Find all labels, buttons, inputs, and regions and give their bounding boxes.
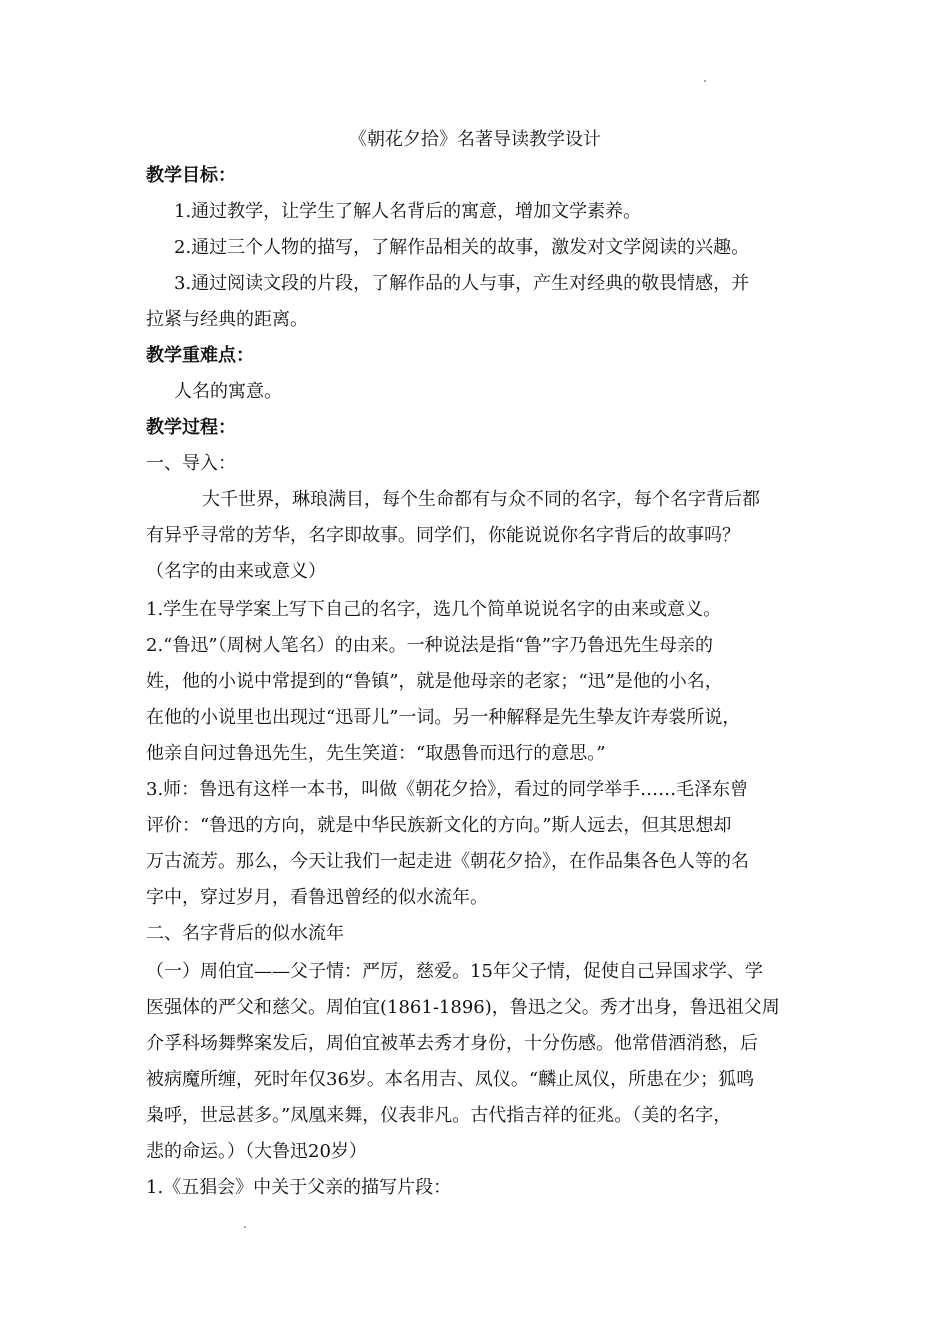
key-points-heading: 教学重难点： bbox=[146, 345, 254, 366]
step-3-line-4: 字中，穿过岁月，看鲁迅曾经的似水流年。 bbox=[146, 887, 488, 908]
goal-item-1: 1.通过教学，让学生了解人名背后的寓意，增加文学素养。 bbox=[174, 201, 642, 222]
part-1-heading: 一、导入： bbox=[146, 453, 236, 474]
sub-1-line-4: 被病魔所缠，死时年仅36岁。本名用吉、凤仪。“麟止凤仪，所患在少；狐鸣 bbox=[146, 1069, 755, 1090]
process-heading: 教学过程： bbox=[146, 417, 236, 438]
sub-1-line-6: 悲的命运。）（大鲁迅20岁） bbox=[146, 1141, 367, 1162]
part-2-heading: 二、名字背后的似水流年 bbox=[146, 923, 344, 944]
page-speck bbox=[244, 1226, 246, 1228]
step-3-line-1: 3.师：鲁迅有这样一本书，叫做《朝花夕拾》，看过的同学举手……毛泽东曾 bbox=[146, 779, 749, 800]
goal-item-3-line-2: 拉紧与经典的距离。 bbox=[146, 309, 308, 330]
step-2-line-1: 2.“鲁迅”（周树人笔名）的由来。一种说法是指“鲁”字乃鲁迅先生母亲的 bbox=[146, 635, 713, 656]
step-3-line-2: 评价：“鲁迅的方向，就是中华民族新文化的方向。”斯人远去，但其思想却 bbox=[146, 815, 732, 836]
step-1: 1.学生在导学案上写下自己的名字，选几个简单说说名字的由来或意义。 bbox=[146, 599, 722, 620]
document-title: 《朝花夕拾》名著导读教学设计 bbox=[349, 129, 601, 150]
sub-1-item-1: 1.《五猖会》中关于父亲的描写片段： bbox=[146, 1177, 452, 1198]
sub-1-line-3: 介孚科场舞弊案发后，周伯宜被革去秀才身份，十分伤感。他常借酒消愁，后 bbox=[146, 1033, 758, 1054]
intro-paragraph-line-1: 大千世界，琳琅满目，每个生命都有与众不同的名字，每个名字背后都 bbox=[202, 489, 760, 510]
step-2-line-3: 在他的小说里也出现过“迅哥儿”一词。另一种解释是先生挚友许寿裳所说， bbox=[146, 707, 741, 728]
intro-paragraph-line-2: 有异乎寻常的芳华，名字即故事。同学们，你能说说你名字背后的故事吗？ bbox=[146, 525, 740, 546]
step-3-line-3: 万古流芳。那么，今天让我们一起走进《朝花夕拾》，在作品集各色人等的名 bbox=[146, 851, 749, 872]
key-points-text: 人名的寓意。 bbox=[174, 381, 282, 402]
sub-1-line-2: 医强体的严父和慈父。周伯宜(1861-1896)，鲁迅之父。秀才出身，鲁迅祖父周 bbox=[146, 997, 780, 1018]
page-speck bbox=[704, 80, 706, 82]
intro-paragraph-line-3: （名字的由来或意义） bbox=[146, 561, 326, 582]
sub-1-line-5: 枭呼，世忌甚多。”凤凰来舞，仪表非凡。古代指吉祥的征兆。（美的名字， bbox=[146, 1105, 732, 1126]
step-2-line-4: 他亲自问过鲁迅先生，先生笑道：“取愚鲁而迅行的意思。” bbox=[146, 743, 606, 764]
goal-item-2: 2.通过三个人物的描写，了解作品相关的故事，激发对文学阅读的兴趣。 bbox=[174, 237, 750, 258]
step-2-line-2: 姓，他的小说中常提到的“鲁镇”，就是他母亲的老家；“迅”是他的小名， bbox=[146, 671, 723, 692]
goals-heading: 教学目标： bbox=[146, 165, 236, 186]
goal-item-3-line-1: 3.通过阅读文段的片段，了解作品的人与事，产生对经典的敬畏情感，并 bbox=[174, 273, 750, 294]
sub-1-line-1: （一）周伯宜——父子情：严厉，慈爱。15年父子情，促使自己异国求学、学 bbox=[146, 961, 763, 982]
